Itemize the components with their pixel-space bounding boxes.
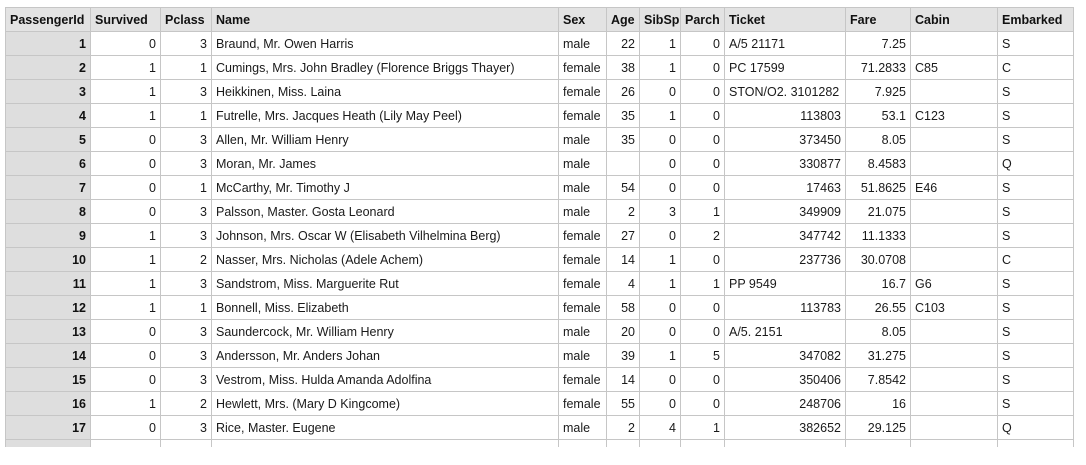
pclass-cell[interactable]: 1: [161, 296, 212, 320]
name-cell[interactable]: Vestrom, Miss. Hulda Amanda Adolfina: [212, 368, 559, 392]
column-header-sibsp[interactable]: SibSp: [640, 8, 681, 32]
table-row: [6, 392, 1074, 416]
sex-cell[interactable]: female: [559, 56, 607, 80]
parch-cell[interactable]: 0: [681, 248, 725, 272]
row-header-cell[interactable]: 16: [6, 392, 91, 416]
name-cell[interactable]: Hewlett, Mrs. (Mary D Kingcome): [212, 392, 559, 416]
parch-cell[interactable]: 2: [681, 224, 725, 248]
fare-cell[interactable]: 51.8625: [846, 176, 911, 200]
cabin-cell[interactable]: [911, 32, 998, 56]
cabin-cell[interactable]: [911, 344, 998, 368]
sibsp-cell[interactable]: 1: [640, 344, 681, 368]
table-row: [6, 368, 1074, 392]
age-cell[interactable]: 55: [607, 392, 640, 416]
column-header-survived[interactable]: Survived: [91, 8, 161, 32]
table-row: [6, 80, 1074, 104]
embarked-cell[interactable]: C: [998, 56, 1074, 80]
name-cell[interactable]: Sandstrom, Miss. Marguerite Rut: [212, 272, 559, 296]
name-cell[interactable]: Cumings, Mrs. John Bradley (Florence Briggs Thayer): [212, 56, 559, 80]
ticket-cell[interactable]: 350406: [725, 368, 846, 392]
parch-cell[interactable]: 0: [681, 296, 725, 320]
row-header-cell[interactable]: 8: [6, 200, 91, 224]
embarked-cell[interactable]: S: [998, 80, 1074, 104]
survived-cell[interactable]: 1: [91, 56, 161, 80]
table-cell[interactable]: [998, 440, 1074, 447]
table-cell[interactable]: [559, 440, 607, 447]
cabin-cell[interactable]: [911, 152, 998, 176]
cabin-cell[interactable]: [911, 416, 998, 440]
sex-cell[interactable]: male: [559, 128, 607, 152]
table-cell[interactable]: [91, 440, 161, 447]
fare-cell[interactable]: 30.0708: [846, 248, 911, 272]
cabin-cell[interactable]: [911, 200, 998, 224]
survived-cell[interactable]: 0: [91, 368, 161, 392]
row-header-cell[interactable]: 12: [6, 296, 91, 320]
sibsp-cell[interactable]: 0: [640, 320, 681, 344]
column-header-sex[interactable]: Sex: [559, 8, 607, 32]
age-cell[interactable]: 38: [607, 56, 640, 80]
fare-cell[interactable]: 8.05: [846, 128, 911, 152]
cabin-cell[interactable]: [911, 80, 998, 104]
ticket-cell[interactable]: 113803: [725, 104, 846, 128]
row-header-cell[interactable]: 4: [6, 104, 91, 128]
sibsp-cell[interactable]: 1: [640, 248, 681, 272]
sex-cell[interactable]: female: [559, 80, 607, 104]
age-cell[interactable]: 2: [607, 200, 640, 224]
parch-cell[interactable]: 1: [681, 200, 725, 224]
ticket-cell[interactable]: 248706: [725, 392, 846, 416]
row-header-cell[interactable]: 9: [6, 224, 91, 248]
pclass-cell[interactable]: 3: [161, 128, 212, 152]
ticket-cell[interactable]: STON/O2. 3101282: [725, 80, 846, 104]
embarked-cell[interactable]: S: [998, 224, 1074, 248]
pclass-cell[interactable]: 3: [161, 272, 212, 296]
parch-cell[interactable]: 0: [681, 32, 725, 56]
table-cell[interactable]: [846, 440, 911, 447]
table-row: [6, 248, 1074, 272]
survived-cell[interactable]: 0: [91, 344, 161, 368]
survived-cell[interactable]: 0: [91, 416, 161, 440]
name-cell[interactable]: Braund, Mr. Owen Harris: [212, 32, 559, 56]
row-header-cell[interactable]: 6: [6, 152, 91, 176]
spreadsheet-table: [5, 7, 1074, 447]
embarked-cell[interactable]: S: [998, 296, 1074, 320]
row-header-cell[interactable]: 3: [6, 80, 91, 104]
age-cell[interactable]: 39: [607, 344, 640, 368]
age-cell[interactable]: 27: [607, 224, 640, 248]
sibsp-cell[interactable]: 0: [640, 80, 681, 104]
table-row: [6, 320, 1074, 344]
row-header-cell[interactable]: 1: [6, 32, 91, 56]
pclass-cell[interactable]: 3: [161, 368, 212, 392]
ticket-cell[interactable]: PC 17599: [725, 56, 846, 80]
name-cell[interactable]: Allen, Mr. William Henry: [212, 128, 559, 152]
cabin-cell[interactable]: [911, 128, 998, 152]
sibsp-cell[interactable]: 4: [640, 416, 681, 440]
table-row: [6, 344, 1074, 368]
column-header-parch[interactable]: Parch: [681, 8, 725, 32]
sex-cell[interactable]: female: [559, 392, 607, 416]
age-cell[interactable]: 2: [607, 416, 640, 440]
name-cell[interactable]: Nasser, Mrs. Nicholas (Adele Achem): [212, 248, 559, 272]
sex-cell[interactable]: male: [559, 200, 607, 224]
sibsp-cell[interactable]: 1: [640, 272, 681, 296]
table-row: [6, 200, 1074, 224]
table-cell[interactable]: [607, 440, 640, 447]
table-row: [6, 128, 1074, 152]
sibsp-cell[interactable]: 0: [640, 152, 681, 176]
fare-cell[interactable]: 71.2833: [846, 56, 911, 80]
sex-cell[interactable]: female: [559, 104, 607, 128]
table-row: [6, 416, 1074, 440]
fare-cell[interactable]: 31.275: [846, 344, 911, 368]
survived-cell[interactable]: 0: [91, 152, 161, 176]
ticket-cell[interactable]: 382652: [725, 416, 846, 440]
name-cell[interactable]: Rice, Master. Eugene: [212, 416, 559, 440]
cabin-cell[interactable]: E46: [911, 176, 998, 200]
age-cell[interactable]: 58: [607, 296, 640, 320]
ticket-cell[interactable]: 347742: [725, 224, 846, 248]
survived-cell[interactable]: 1: [91, 392, 161, 416]
survived-cell[interactable]: 0: [91, 200, 161, 224]
table-row-partial: [6, 440, 1074, 447]
cabin-cell[interactable]: [911, 392, 998, 416]
name-cell[interactable]: Andersson, Mr. Anders Johan: [212, 344, 559, 368]
pclass-cell[interactable]: 1: [161, 104, 212, 128]
fare-cell[interactable]: 7.25: [846, 32, 911, 56]
column-header-passengerid[interactable]: PassengerId: [6, 8, 91, 32]
sibsp-cell[interactable]: 0: [640, 128, 681, 152]
fare-cell[interactable]: 16: [846, 392, 911, 416]
sex-cell[interactable]: male: [559, 344, 607, 368]
embarked-cell[interactable]: Q: [998, 416, 1074, 440]
parch-cell[interactable]: 0: [681, 320, 725, 344]
column-header-cabin[interactable]: Cabin: [911, 8, 998, 32]
survived-cell[interactable]: 0: [91, 32, 161, 56]
age-cell[interactable]: 54: [607, 176, 640, 200]
age-cell[interactable]: 20: [607, 320, 640, 344]
parch-cell[interactable]: 0: [681, 368, 725, 392]
embarked-cell[interactable]: S: [998, 344, 1074, 368]
embarked-cell[interactable]: C: [998, 248, 1074, 272]
table-row: [6, 272, 1074, 296]
table-row: [6, 152, 1074, 176]
ticket-cell[interactable]: A/5 21171: [725, 32, 846, 56]
parch-cell[interactable]: 1: [681, 272, 725, 296]
age-cell[interactable]: 14: [607, 368, 640, 392]
survived-cell[interactable]: 0: [91, 128, 161, 152]
sibsp-cell[interactable]: 1: [640, 56, 681, 80]
column-header-name[interactable]: Name: [212, 8, 559, 32]
fare-cell[interactable]: 11.1333: [846, 224, 911, 248]
sibsp-cell[interactable]: 0: [640, 296, 681, 320]
age-cell[interactable]: 14: [607, 248, 640, 272]
sex-cell[interactable]: male: [559, 320, 607, 344]
name-cell[interactable]: Futrelle, Mrs. Jacques Heath (Lily May Peel): [212, 104, 559, 128]
table-body: [6, 32, 1074, 447]
row-header-cell[interactable]: 11: [6, 272, 91, 296]
embarked-cell[interactable]: S: [998, 368, 1074, 392]
ticket-cell[interactable]: 237736: [725, 248, 846, 272]
column-header-fare[interactable]: Fare: [846, 8, 911, 32]
survived-cell[interactable]: 1: [91, 80, 161, 104]
column-header-age[interactable]: Age: [607, 8, 640, 32]
row-header-cell[interactable]: 15: [6, 368, 91, 392]
age-cell[interactable]: [607, 152, 640, 176]
ticket-cell[interactable]: 113783: [725, 296, 846, 320]
pclass-cell[interactable]: 3: [161, 152, 212, 176]
name-cell[interactable]: Heikkinen, Miss. Laina: [212, 80, 559, 104]
sex-cell[interactable]: male: [559, 416, 607, 440]
parch-cell[interactable]: 0: [681, 104, 725, 128]
row-header-cell[interactable]: 14: [6, 344, 91, 368]
column-header-embarked[interactable]: Embarked: [998, 8, 1074, 32]
age-cell[interactable]: 35: [607, 128, 640, 152]
fare-cell[interactable]: 8.05: [846, 320, 911, 344]
row-header-cell[interactable]: 10: [6, 248, 91, 272]
age-cell[interactable]: 26: [607, 80, 640, 104]
cabin-cell[interactable]: C103: [911, 296, 998, 320]
column-header-ticket[interactable]: Ticket: [725, 8, 846, 32]
table-row: [6, 176, 1074, 200]
fare-cell[interactable]: 53.1: [846, 104, 911, 128]
row-header-cell[interactable]: 2: [6, 56, 91, 80]
table-cell[interactable]: [725, 440, 846, 447]
sibsp-cell[interactable]: 3: [640, 200, 681, 224]
sex-cell[interactable]: female: [559, 272, 607, 296]
sibsp-cell[interactable]: 0: [640, 176, 681, 200]
table-cell[interactable]: [911, 440, 998, 447]
table-row: [6, 224, 1074, 248]
table-cell[interactable]: [212, 440, 559, 447]
sex-cell[interactable]: female: [559, 224, 607, 248]
pclass-cell[interactable]: 3: [161, 416, 212, 440]
survived-cell[interactable]: 0: [91, 320, 161, 344]
table-row: [6, 296, 1074, 320]
embarked-cell[interactable]: S: [998, 128, 1074, 152]
name-cell[interactable]: Johnson, Mrs. Oscar W (Elisabeth Vilhelmina Berg): [212, 224, 559, 248]
ticket-cell[interactable]: 373450: [725, 128, 846, 152]
embarked-cell[interactable]: S: [998, 392, 1074, 416]
embarked-cell[interactable]: S: [998, 272, 1074, 296]
ticket-cell[interactable]: 347082: [725, 344, 846, 368]
row-header-cell[interactable]: [6, 440, 91, 447]
column-header-pclass[interactable]: Pclass: [161, 8, 212, 32]
ticket-cell[interactable]: 17463: [725, 176, 846, 200]
table-row: [6, 56, 1074, 80]
parch-cell[interactable]: 1: [681, 416, 725, 440]
age-cell[interactable]: 35: [607, 104, 640, 128]
table-row: [6, 32, 1074, 56]
table-cell[interactable]: [640, 440, 681, 447]
embarked-cell[interactable]: Q: [998, 152, 1074, 176]
fare-cell[interactable]: 16.7: [846, 272, 911, 296]
age-cell[interactable]: 22: [607, 32, 640, 56]
sibsp-cell[interactable]: 0: [640, 392, 681, 416]
pclass-cell[interactable]: 2: [161, 392, 212, 416]
cabin-cell[interactable]: [911, 224, 998, 248]
sex-cell[interactable]: male: [559, 152, 607, 176]
embarked-cell[interactable]: S: [998, 320, 1074, 344]
name-cell[interactable]: Moran, Mr. James: [212, 152, 559, 176]
survived-cell[interactable]: 1: [91, 104, 161, 128]
parch-cell[interactable]: 0: [681, 392, 725, 416]
cabin-cell[interactable]: [911, 368, 998, 392]
parch-cell[interactable]: 5: [681, 344, 725, 368]
sex-cell[interactable]: female: [559, 248, 607, 272]
pclass-cell[interactable]: 3: [161, 32, 212, 56]
ticket-cell[interactable]: 330877: [725, 152, 846, 176]
row-header-cell[interactable]: 5: [6, 128, 91, 152]
embarked-cell[interactable]: S: [998, 104, 1074, 128]
row-header-cell[interactable]: 17: [6, 416, 91, 440]
parch-cell[interactable]: 0: [681, 176, 725, 200]
name-cell[interactable]: McCarthy, Mr. Timothy J: [212, 176, 559, 200]
pclass-cell[interactable]: 3: [161, 80, 212, 104]
name-cell[interactable]: Palsson, Master. Gosta Leonard: [212, 200, 559, 224]
ticket-cell[interactable]: PP 9549: [725, 272, 846, 296]
survived-cell[interactable]: 1: [91, 224, 161, 248]
table-cell[interactable]: [681, 440, 725, 447]
cabin-cell[interactable]: [911, 320, 998, 344]
sex-cell[interactable]: male: [559, 176, 607, 200]
pclass-cell[interactable]: 2: [161, 248, 212, 272]
parch-cell[interactable]: 0: [681, 128, 725, 152]
pclass-cell[interactable]: 3: [161, 200, 212, 224]
pclass-cell[interactable]: 3: [161, 344, 212, 368]
sex-cell[interactable]: male: [559, 32, 607, 56]
sibsp-cell[interactable]: 0: [640, 224, 681, 248]
header-row: [6, 8, 1074, 32]
fare-cell[interactable]: 29.125: [846, 416, 911, 440]
sex-cell[interactable]: female: [559, 296, 607, 320]
embarked-cell[interactable]: S: [998, 200, 1074, 224]
pclass-cell[interactable]: 3: [161, 320, 212, 344]
survived-cell[interactable]: 0: [91, 176, 161, 200]
row-header-cell[interactable]: 7: [6, 176, 91, 200]
fare-cell[interactable]: 7.925: [846, 80, 911, 104]
ticket-cell[interactable]: A/5. 2151: [725, 320, 846, 344]
fare-cell[interactable]: 21.075: [846, 200, 911, 224]
fare-cell[interactable]: 8.4583: [846, 152, 911, 176]
sibsp-cell[interactable]: 1: [640, 32, 681, 56]
age-cell[interactable]: 4: [607, 272, 640, 296]
fare-cell[interactable]: 26.55: [846, 296, 911, 320]
cabin-cell[interactable]: C85: [911, 56, 998, 80]
survived-cell[interactable]: 1: [91, 296, 161, 320]
sibsp-cell[interactable]: 0: [640, 368, 681, 392]
pclass-cell[interactable]: 3: [161, 224, 212, 248]
sibsp-cell[interactable]: 1: [640, 104, 681, 128]
name-cell[interactable]: Saundercock, Mr. William Henry: [212, 320, 559, 344]
embarked-cell[interactable]: S: [998, 32, 1074, 56]
table-cell[interactable]: [161, 440, 212, 447]
ticket-cell[interactable]: 349909: [725, 200, 846, 224]
name-cell[interactable]: Bonnell, Miss. Elizabeth: [212, 296, 559, 320]
sex-cell[interactable]: female: [559, 368, 607, 392]
parch-cell[interactable]: 0: [681, 56, 725, 80]
cabin-cell[interactable]: [911, 248, 998, 272]
fare-cell[interactable]: 7.8542: [846, 368, 911, 392]
parch-cell[interactable]: 0: [681, 152, 725, 176]
pclass-cell[interactable]: 1: [161, 176, 212, 200]
survived-cell[interactable]: 1: [91, 272, 161, 296]
cabin-cell[interactable]: G6: [911, 272, 998, 296]
survived-cell[interactable]: 1: [91, 248, 161, 272]
row-header-cell[interactable]: 13: [6, 320, 91, 344]
table-row: [6, 104, 1074, 128]
cabin-cell[interactable]: C123: [911, 104, 998, 128]
pclass-cell[interactable]: 1: [161, 56, 212, 80]
parch-cell[interactable]: 0: [681, 80, 725, 104]
embarked-cell[interactable]: S: [998, 176, 1074, 200]
